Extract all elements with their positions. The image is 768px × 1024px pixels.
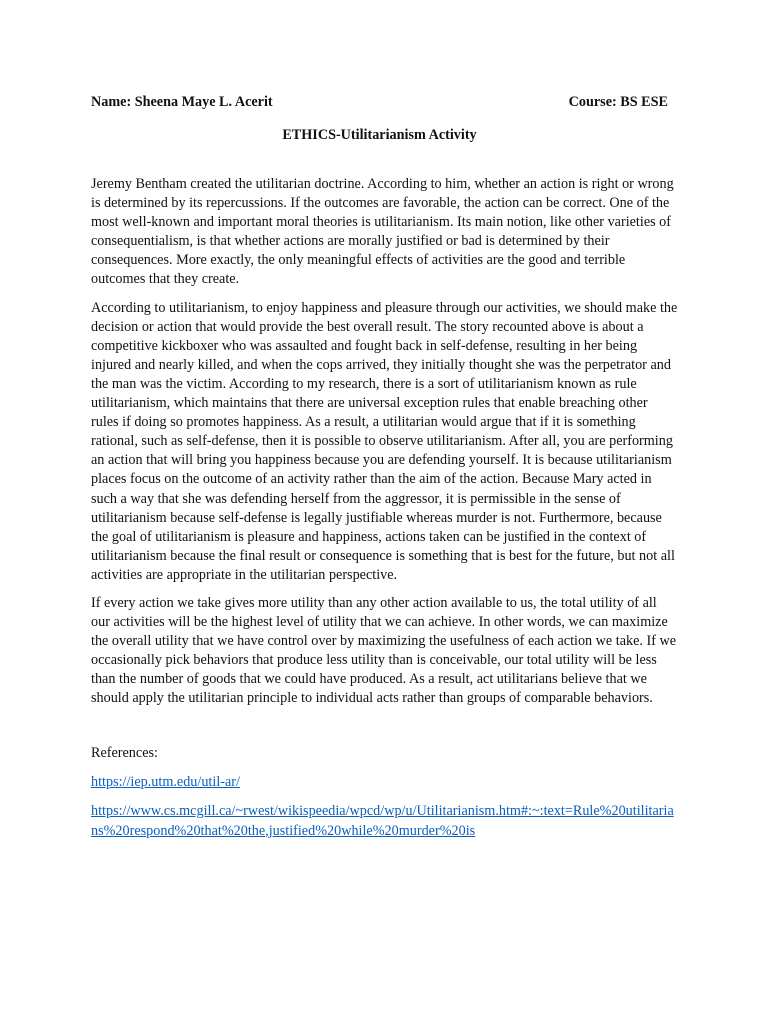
reference-link-2[interactable]: https://www.cs.mcgill.ca/~rwest/wikispeedia/wpcd/wp/u/Utilitarianism.htm#:~:text=Rule%20utilitarians%20respond%20that%20the,justified%20while%20murder%20is [91, 802, 674, 839]
course-label: Course: BS ESE [568, 94, 668, 110]
reference-link-1[interactable]: https://iep.utm.edu/util-ar/ [91, 773, 240, 790]
document-page [91, 92, 678, 850]
document-title: ETHICS-Utilitarianism Activity [282, 127, 477, 143]
paragraph-3: If every action we take gives more utility than any other action available to us, the total utility of all our activities will be the highest level of utility that we can achieve. In other words, we can maximize the overall utility that we have control over by maximizing the usefulness of each action we take. If we occasionally pick behaviors that produce less utility than is conceivable, our total utility will be less than the number of goods that we could have produced. As a result, act utilitarians believe that we should apply the utilitarian principle to individual acts rather than groups of comparable behaviors. [91, 594, 677, 707]
references-heading: References: [91, 744, 158, 761]
references-section [91, 743, 678, 841]
paragraph-2: According to utilitarianism, to enjoy happiness and pleasure through our activities, we should make the decision or action that would provide the best overall result. The story recounted above is about a competitive kickboxer who was assaulted and fought back in self-defense, resulting in her being injured and nearly killed, and when the cops arrived, they initially thought she was the perpetrator and the man was the victim. According to my research, there is a sort of utilitarianism known as rule utilitarianism, which maintains that there are universal exception rules that enable breaching other rules if doing so promotes happiness. As a result, a utilitarian would argue that if it is something rational, such as self-defense, then it is possible to observe utilitarianism. After all, you are performing an action that will bring you happiness because you are defending yourself. It is because utilitarianism places focus on the outcome of an activity rather than the aim of the action. Because Mary acted in such a way that she was defending herself from the aggressor, it is permissible in the sense of utilitarianism because self-defense is legally justifiable whereas murder is not. Furthermore, because the goal of utilitarianism is pleasure and happiness, actions taken can be justified in the context of utilitarianism because the final result or consequence is something that is best for the future, but not all activities are appropriate in the utilitarian perspective. [91, 299, 678, 583]
paragraph-1: Jeremy Bentham created the utilitarian doctrine. According to him, whether an action is right or wrong is determined by its repercussions. If the outcomes are favorable, the action can be correct. One of the most well-known and important moral theories is utilitarianism. Its main notion, like other varieties of consequentialism, is that whether actions are morally justified or bad is determined by their consequences. More exactly, the only meaningful effects of activities are the good and terrible outcomes that they create. [91, 176, 674, 288]
student-name: Name: Sheena Maye L. Acerit [91, 94, 273, 110]
body-text [91, 175, 678, 709]
header-row [91, 92, 678, 112]
